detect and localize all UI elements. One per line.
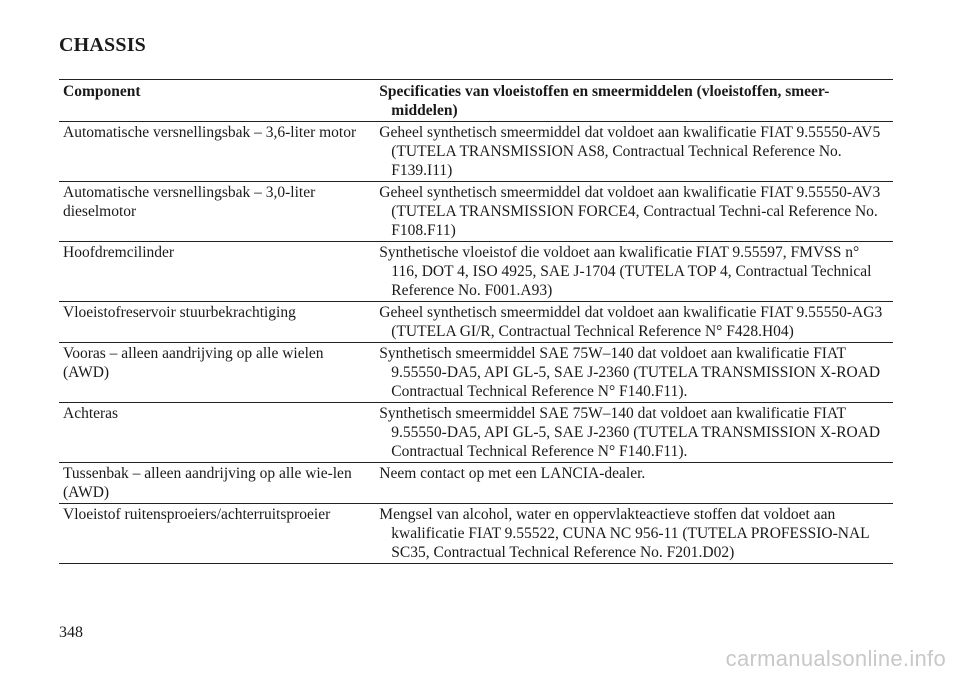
- cell-spec: [375, 242, 893, 302]
- table-row: [59, 504, 893, 564]
- cell-spec-text: Synthetisch smeermiddel SAE 75W–140 dat voldoet aan kwalificatie FIAT 9.55550-DA5, API GL-5, SAE J-2360 (TUTELA TRANSMISSION X-ROAD Contractual Technical Reference N° F140.F11).: [379, 345, 881, 400]
- cell-spec-text: Synthetisch smeermiddel SAE 75W–140 dat voldoet aan kwalificatie FIAT 9.55550-DA5, API GL-5, SAE J-2360 (TUTELA TRANSMISSION X-ROAD Contractual Technical Reference N° F140.F11).: [379, 405, 881, 460]
- chassis-spec-table: [59, 79, 893, 564]
- cell-spec-text: Synthetische vloeistof die voldoet aan kwalificatie FIAT 9.55597, FMVSS n° 116, DOT 4, ISO 4925, SAE J-1704 (TUTELA TOP 4, Contractual Technical Reference No. F001.A93): [379, 244, 872, 299]
- table-row: [59, 463, 893, 504]
- header-component: Component: [59, 80, 375, 122]
- cell-component: Vloeistofreservoir stuurbekrachtiging: [59, 302, 375, 343]
- cell-component: Vloeistof ruitensproeiers/achterruitsproeier: [59, 504, 375, 564]
- page-number: 348: [59, 624, 83, 641]
- cell-spec: [375, 403, 893, 463]
- cell-spec: [375, 504, 893, 564]
- cell-spec: [375, 182, 893, 242]
- table-header-row: [59, 80, 893, 122]
- cell-component: Achteras: [59, 403, 375, 463]
- header-spec-text: Specificaties van vloeistoffen en smeermiddelen (vloeistoffen, smeer-middelen): [379, 83, 830, 119]
- cell-component: Automatische versnellingsbak – 3,6-liter motor: [59, 122, 375, 182]
- table-row: [59, 122, 893, 182]
- cell-spec-text: Geheel synthetisch smeermiddel dat voldoet aan kwalificatie FIAT 9.55550-AG3 (TUTELA GI/R, Contractual Technical Reference N° F428.H04): [379, 304, 883, 340]
- cell-component: Automatische versnellingsbak – 3,0-liter dieselmotor: [59, 182, 375, 242]
- cell-component: Hoofdremcilinder: [59, 242, 375, 302]
- cell-spec: [375, 122, 893, 182]
- section-title: CHASSIS: [59, 34, 146, 56]
- cell-component: Tussenbak – alleen aandrijving op alle wie-len (AWD): [59, 463, 375, 504]
- cell-component: Vooras – alleen aandrijving op alle wielen (AWD): [59, 343, 375, 403]
- watermark: carmanualsonline.info: [725, 646, 946, 671]
- table-row: [59, 302, 893, 343]
- cell-spec: [375, 343, 893, 403]
- table-row: [59, 403, 893, 463]
- cell-spec-text: Geheel synthetisch smeermiddel dat voldoet aan kwalificatie FIAT 9.55550-AV3 (TUTELA TRANSMISSION FORCE4, Contractual Techni-cal Reference No. F108.F11): [379, 184, 881, 239]
- cell-spec-text: Geheel synthetisch smeermiddel dat voldoet aan kwalificatie FIAT 9.55550-AV5 (TUTELA TRANSMISSION AS8, Contractual Technical Reference No. F139.I11): [379, 124, 881, 179]
- cell-spec: [375, 463, 893, 504]
- cell-spec-text: Mengsel van alcohol, water en oppervlakteactieve stoffen dat voldoet aan kwalificatie FIAT 9.55522, CUNA NC 956-11 (TUTELA PROFESSIO-NAL SC35, Contractual Technical Reference No. F201.D02): [379, 506, 870, 561]
- table-row: [59, 343, 893, 403]
- cell-spec: [375, 302, 893, 343]
- table-row: [59, 242, 893, 302]
- cell-spec-text: Neem contact op met een LANCIA-dealer.: [379, 465, 646, 482]
- table-row: [59, 182, 893, 242]
- header-spec: [375, 80, 893, 122]
